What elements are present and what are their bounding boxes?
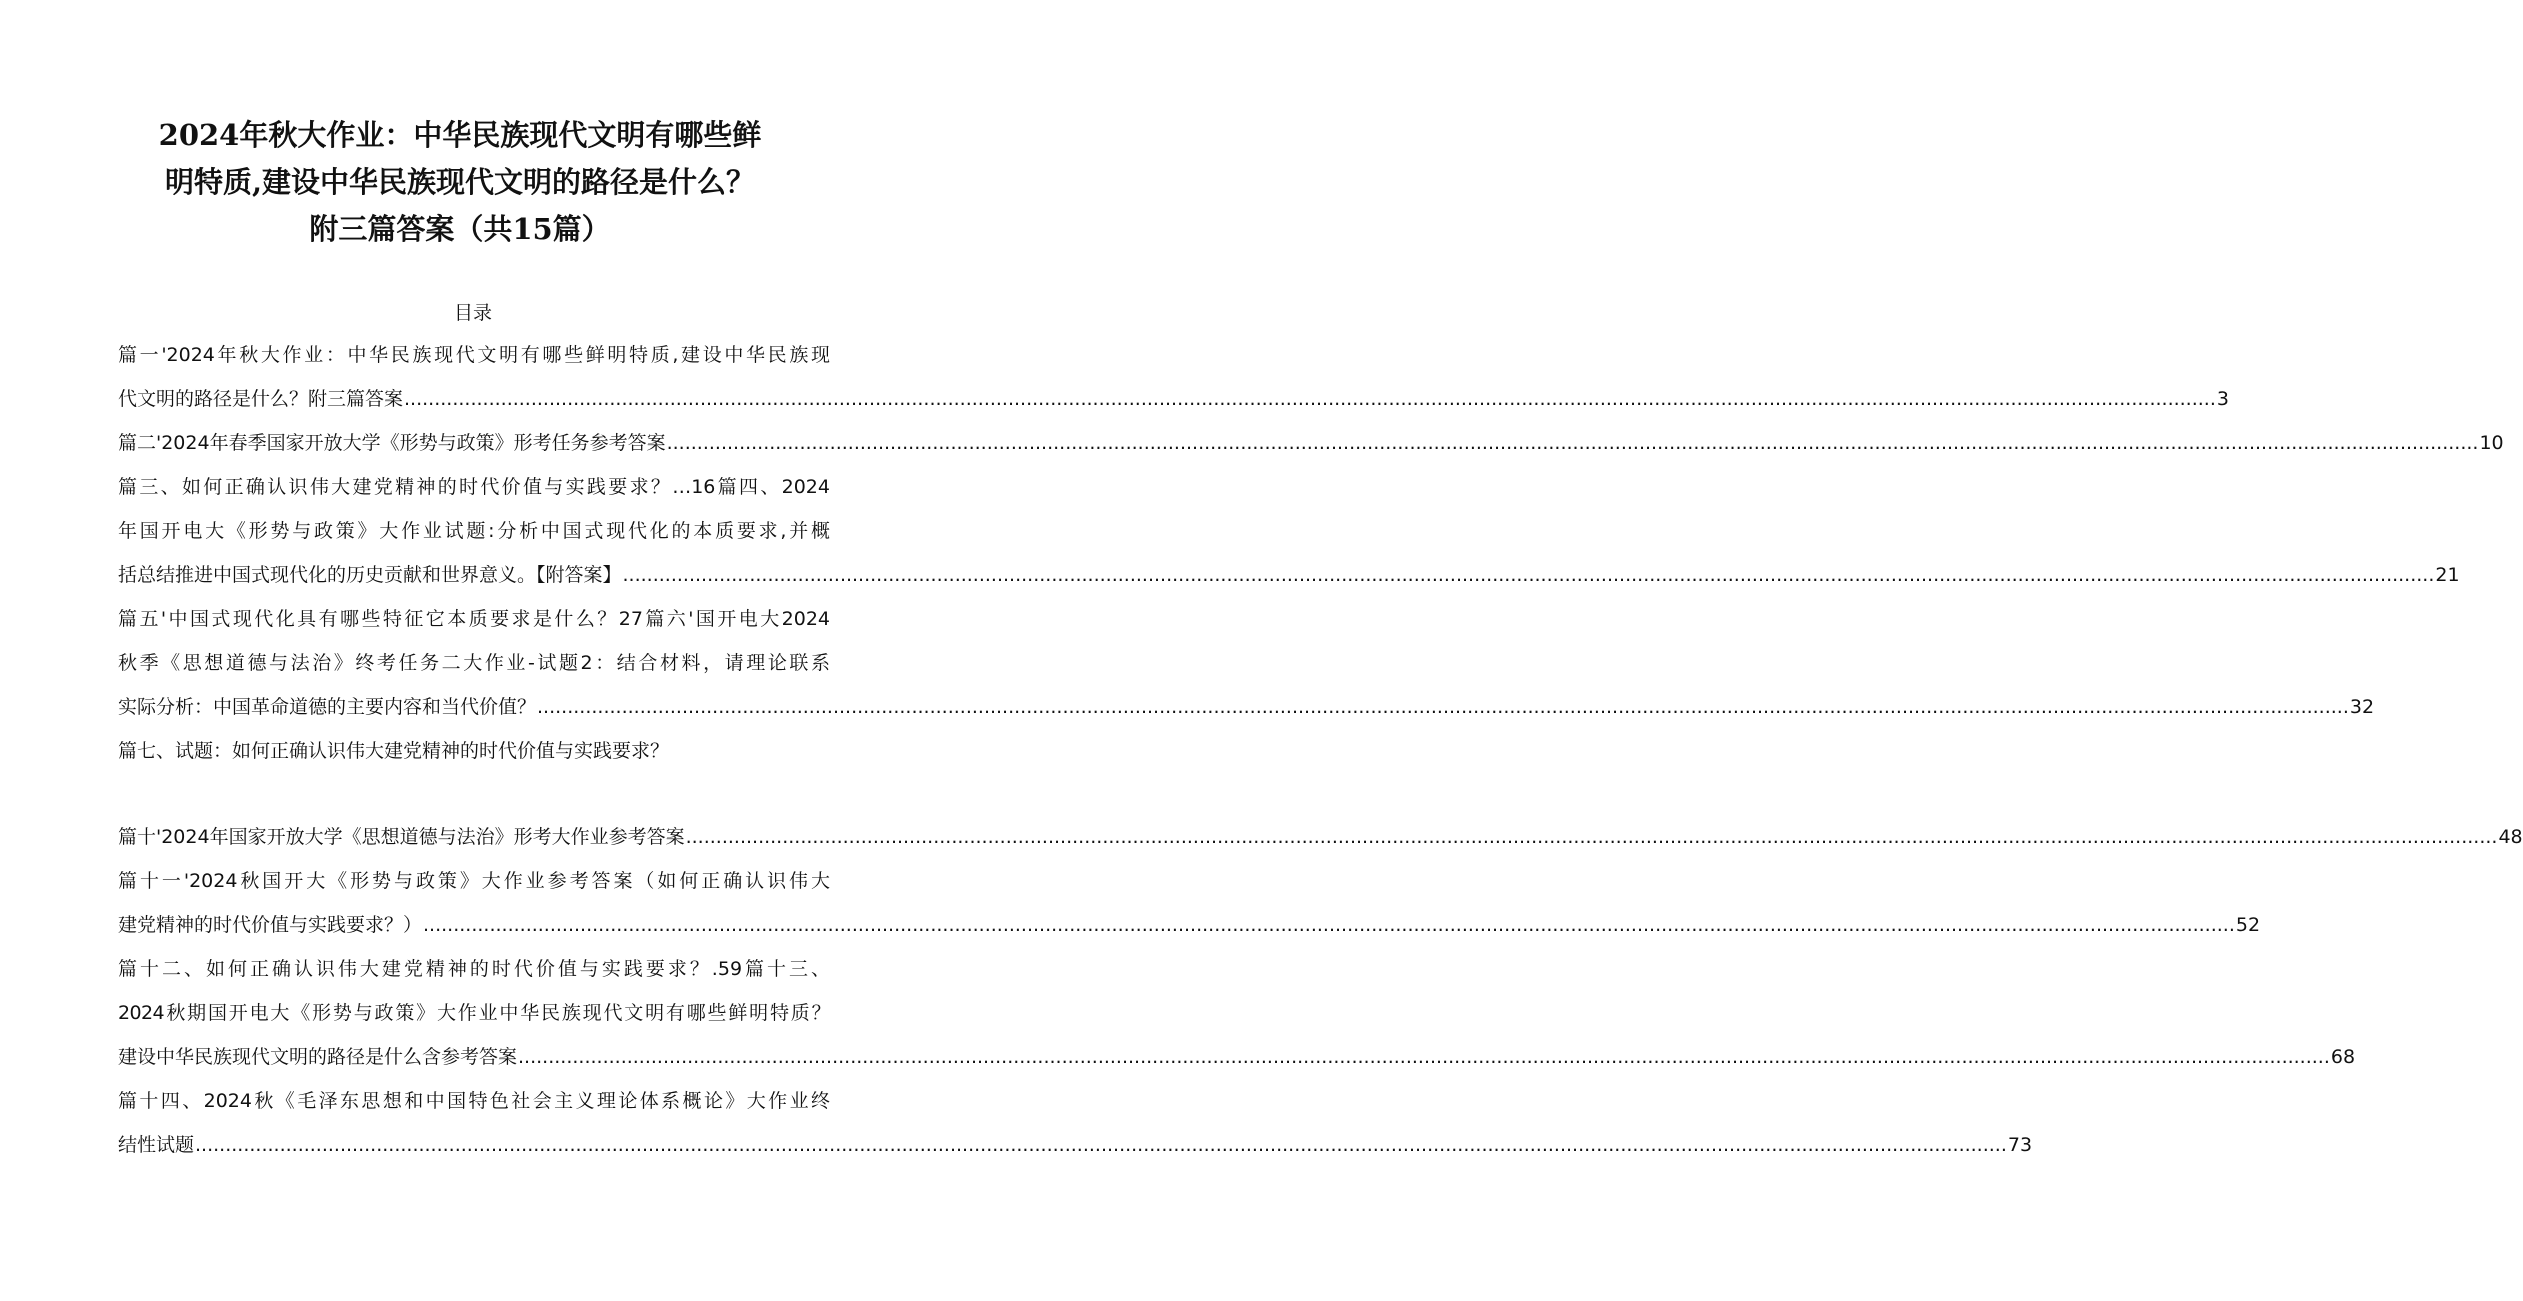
dot-leader: ............................................................................................................................................................................................................................................................................................................: [404, 388, 2216, 410]
toc-line[interactable]: [118, 825, 2523, 849]
toc-entry-text: 实际分析：中国革命道德的主要内容和当代价值？: [118, 696, 537, 718]
toc-page-number: 48: [2498, 826, 2523, 848]
toc-line[interactable]: [118, 695, 2375, 719]
toc-page-number: 52: [2235, 914, 2261, 936]
toc-heading: 目录: [453, 302, 492, 324]
dot-leader: ............................................................................................................................................................................................................................................................................................................: [423, 914, 2235, 936]
toc-entry-text: 篇三、如何正确认识伟大建党精神的时代价值与实践要求？…16篇四、2024: [118, 476, 830, 498]
toc-line[interactable]: [118, 431, 2504, 455]
toc-entry-text: 篇十'2024年国家开放大学《思想道德与法治》形考大作业参考答案: [118, 826, 685, 848]
toc-line[interactable]: [118, 1133, 2033, 1157]
dot-leader: ............................................................................................................................................................................................................................................................................................................: [666, 432, 2479, 454]
dot-leader: ............................................................................................................................................................................................................................................................................................................: [685, 826, 2498, 848]
toc-line[interactable]: [118, 387, 2229, 411]
document-title: [110, 112, 810, 253]
toc-page-number: 3: [2216, 388, 2229, 410]
toc-line: [118, 651, 830, 675]
dot-leader: ............................................................................................................................................................................................................................................................................................................: [537, 696, 2349, 718]
dot-leader: ............................................................................................................................................................................................................................................................................................................: [195, 1134, 2007, 1156]
toc-line: [118, 519, 830, 543]
toc-entry-text: 篇五'中国式现代化具有哪些特征它本质要求是什么？27篇六'国开电大2024: [118, 608, 830, 630]
toc-line: [118, 475, 830, 499]
dot-leader: ............................................................................................................................................................................................................................................................................................................: [622, 564, 2435, 586]
toc-line: [118, 869, 830, 893]
title-line: 2024年秋大作业：中华民族现代文明有哪些鲜: [158, 118, 762, 152]
toc-line: [118, 1089, 830, 1113]
toc-entry-text: 结性试题: [118, 1134, 195, 1156]
toc-line[interactable]: [118, 563, 2460, 587]
toc-line: [118, 739, 830, 763]
toc-entry-text: 建党精神的时代价值与实践要求？）: [118, 914, 423, 936]
toc-line: [118, 607, 830, 631]
toc-entry-text: 建设中华民族现代文明的路径是什么含参考答案: [118, 1046, 518, 1068]
toc-entry-text: 篇七、试题：如何正确认识伟大建党精神的时代价值与实践要求？: [118, 740, 670, 762]
toc-line: [118, 343, 830, 367]
toc-line[interactable]: [118, 1045, 2356, 1069]
title-line: 明特质,建设中华民族现代文明的路径是什么？: [164, 165, 756, 199]
toc-entry-text: 篇十二、如何正确认识伟大建党精神的时代价值与实践要求？.59篇十三、: [118, 958, 830, 980]
toc-line: [118, 1001, 830, 1025]
toc-line[interactable]: [118, 913, 2261, 937]
toc-entry-text: 秋季《思想道德与法治》终考任务二大作业-试题2：结合材料，请理论联系: [118, 652, 830, 674]
toc-page-number: 21: [2435, 564, 2460, 586]
toc-page-number: 32: [2349, 696, 2375, 718]
toc-entry-text: 篇二'2024年春季国家开放大学《形势与政策》形考任务参考答案: [118, 432, 666, 454]
toc-page-number: 10: [2479, 432, 2504, 454]
toc-page-number: 73: [2007, 1134, 2033, 1156]
toc-entry-text: 篇十一'2024秋国开大《形势与政策》大作业参考答案（如何正确认识伟大: [118, 870, 830, 892]
toc-entry-text: 年国开电大《形势与政策》大作业试题:分析中国式现代化的本质要求,并概: [118, 520, 830, 542]
toc-page-number: 68: [2330, 1046, 2356, 1068]
dot-leader: ............................................................................................................................................................................................................................................................................................................: [518, 1046, 2330, 1068]
toc-entry-text: 代文明的路径是什么？附三篇答案: [118, 388, 404, 410]
toc-line: [118, 957, 830, 981]
toc-entry-text: 2024秋期国开电大《形势与政策》大作业中华民族现代文明有哪些鲜明特质？: [118, 1002, 830, 1024]
title-line: 附三篇答案（共15篇）: [309, 212, 611, 246]
toc-entry-text: 篇十四、2024秋《毛泽东思想和中国特色社会主义理论体系概论》大作业终: [118, 1090, 830, 1112]
toc-entry-text: 篇一'2024年秋大作业：中华民族现代文明有哪些鲜明特质,建设中华民族现: [118, 344, 830, 366]
toc-entry-text: 括总结推进中国式现代化的历史贡献和世界意义。【附答案】: [118, 564, 622, 586]
